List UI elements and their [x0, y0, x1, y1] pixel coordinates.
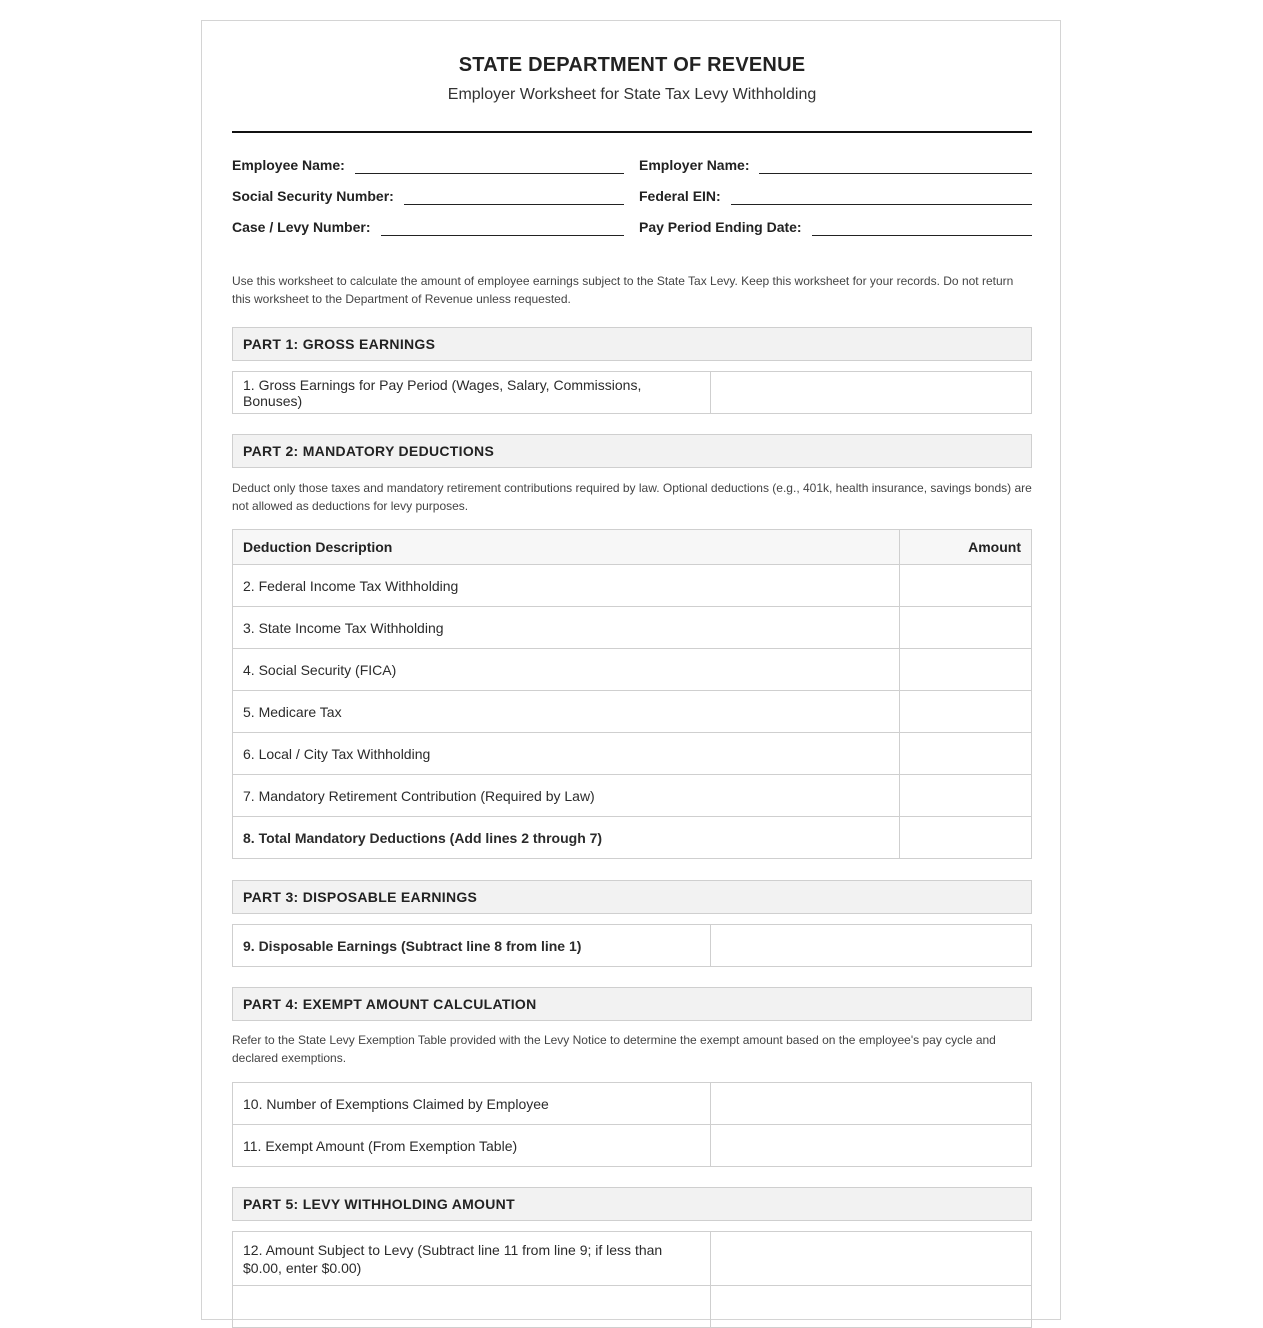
line5-amount[interactable] [900, 691, 1032, 733]
part4-header: PART 4: EXEMPT AMOUNT CALCULATION [232, 987, 1032, 1021]
header-divider [232, 131, 1032, 133]
ssn-field [232, 183, 624, 205]
line3-amount[interactable] [900, 607, 1032, 649]
deductions-table [232, 529, 1032, 859]
part3-table [232, 924, 1032, 967]
table-row [233, 372, 1032, 414]
line13-label [233, 1286, 711, 1328]
page-title: STATE DEPARTMENT OF REVENUE [458, 54, 806, 76]
line9-amount[interactable] [711, 925, 1032, 967]
part5-table [232, 1231, 1032, 1328]
line2-amount[interactable] [900, 565, 1032, 607]
federal-ein-field [639, 183, 1032, 205]
line12-amount[interactable] [711, 1232, 1032, 1286]
table-row [233, 565, 1032, 607]
case-levy-label: Case / Levy Number: [232, 219, 371, 235]
line4-amount[interactable] [900, 649, 1032, 691]
line2-label: 2. Federal Income Tax Withholding [233, 565, 900, 607]
federal-ein-input[interactable] [731, 186, 1032, 205]
part2-header: PART 2: MANDATORY DEDUCTIONS [232, 434, 1032, 468]
employee-name-field [232, 152, 624, 174]
line3-label: 3. State Income Tax Withholding [233, 607, 900, 649]
line8-amount[interactable] [900, 817, 1032, 859]
line11-amount[interactable] [711, 1125, 1032, 1167]
line6-label: 6. Local / City Tax Withholding [233, 733, 900, 775]
part1-table [232, 371, 1032, 414]
line11-label: 11. Exempt Amount (From Exemption Table) [233, 1125, 711, 1167]
table-row [233, 607, 1032, 649]
part4-note: Refer to the State Levy Exemption Table provided with the Levy Notice to determine the exempt amount based on the employee's pay cycle and declared exemptions. [232, 1033, 996, 1065]
line10-label: 10. Number of Exemptions Claimed by Employee [233, 1083, 711, 1125]
ssn-input[interactable] [404, 186, 624, 205]
line1-amount[interactable] [711, 372, 1032, 414]
line4-label: 4. Social Security (FICA) [233, 649, 900, 691]
pay-period-label: Pay Period Ending Date: [639, 219, 802, 235]
table-row [233, 817, 1032, 859]
part1-header: PART 1: GROSS EARNINGS [232, 327, 1032, 361]
line7-amount[interactable] [900, 775, 1032, 817]
table-header-row [233, 530, 1032, 565]
part3-header: PART 3: DISPOSABLE EARNINGS [232, 880, 1032, 914]
table-row [233, 733, 1032, 775]
pay-period-input[interactable] [812, 217, 1032, 236]
line8-label: 8. Total Mandatory Deductions (Add lines 2 through 7) [233, 817, 900, 859]
employer-name-input[interactable] [759, 155, 1032, 174]
line9-label: 9. Disposable Earnings (Subtract line 8 from line 1) [233, 925, 711, 967]
line5-label: 5. Medicare Tax [233, 691, 900, 733]
line6-amount[interactable] [900, 733, 1032, 775]
line10-amount[interactable] [711, 1083, 1032, 1125]
line1-label: 1. Gross Earnings for Pay Period (Wages, Salary, Commissions, Bonuses) [233, 372, 711, 414]
employee-name-input[interactable] [355, 155, 624, 174]
part4-table [232, 1082, 1032, 1167]
ssn-label: Social Security Number: [232, 188, 394, 204]
case-levy-field [232, 214, 624, 236]
part5-header: PART 5: LEVY WITHHOLDING AMOUNT [232, 1187, 1032, 1221]
employer-name-field [639, 152, 1032, 174]
worksheet-page [201, 20, 1061, 1320]
employer-name-label: Employer Name: [639, 157, 750, 173]
page-subtitle: Employer Worksheet for State Tax Levy Withholding [447, 86, 817, 103]
line7-label: 7. Mandatory Retirement Contribution (Required by Law) [233, 775, 900, 817]
employee-name-label: Employee Name: [232, 157, 345, 173]
table-row [233, 1083, 1032, 1125]
table-row [233, 1232, 1032, 1286]
case-levy-input[interactable] [381, 217, 625, 236]
federal-ein-label: Federal EIN: [639, 188, 721, 204]
table-row [233, 925, 1032, 967]
table-row [233, 649, 1032, 691]
amount-header: Amount [900, 530, 1032, 565]
line13-amount[interactable] [711, 1286, 1032, 1328]
table-row [233, 1286, 1032, 1328]
part2-note: Deduct only those taxes and mandatory retirement contributions required by law. Optional deductions (e.g., 401k, health insurance, savings bonds) are not allowed as deductions for levy purposes. [232, 481, 1032, 513]
table-row [233, 691, 1032, 733]
intro-text: Use this worksheet to calculate the amount of employee earnings subject to the State Tax Levy. Keep this worksheet for your records. Do not return this worksheet to the Department of Revenue unless requested. [232, 274, 1014, 306]
table-row [233, 775, 1032, 817]
table-row [233, 1125, 1032, 1167]
deduction-description-header: Deduction Description [233, 530, 900, 565]
line12-label: 12. Amount Subject to Levy (Subtract line 11 from line 9; if less than $0.00, enter $0.00) [233, 1232, 711, 1286]
pay-period-field [639, 214, 1032, 236]
